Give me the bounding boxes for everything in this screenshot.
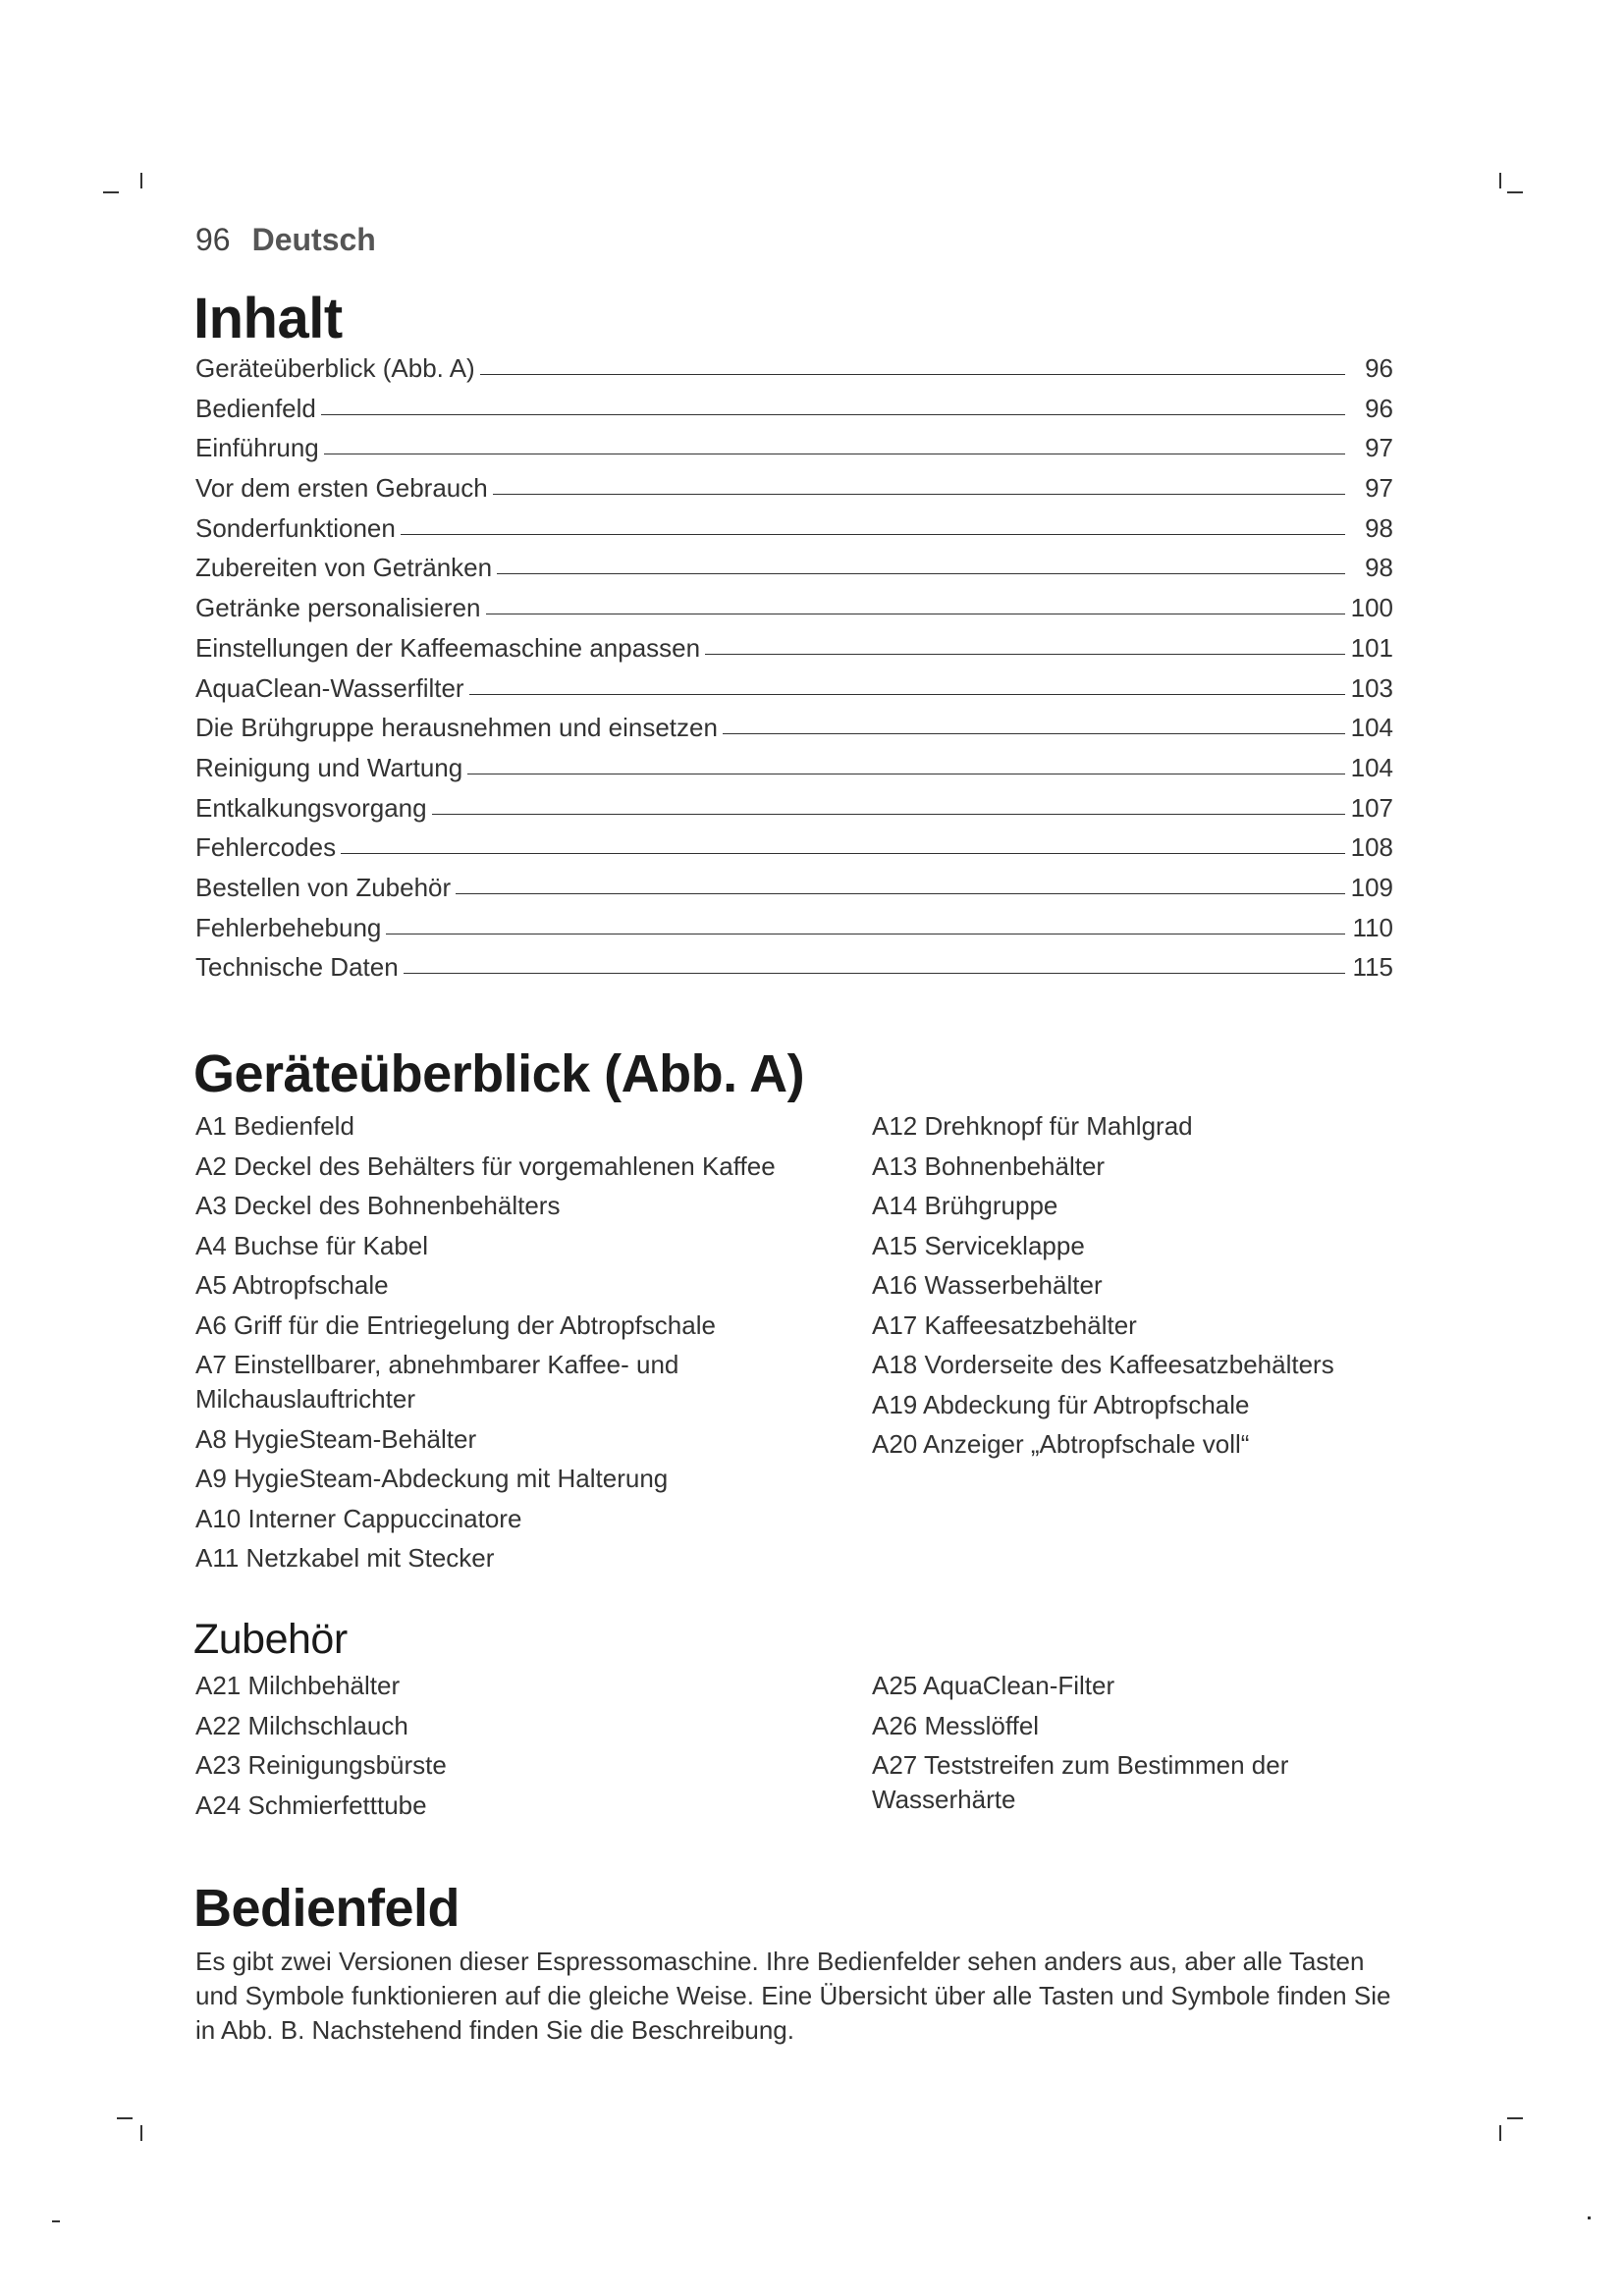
crop-mark xyxy=(117,2117,133,2119)
crop-mark xyxy=(103,191,119,193)
list-item: A19 Abdeckung für Abtropfschale xyxy=(872,1389,1250,1419)
toc-entry-title: Bedienfeld xyxy=(195,393,316,423)
list-item: A18 Vorderseite des Kaffeesatzbehälters xyxy=(872,1350,1334,1379)
toc-entry xyxy=(195,394,1393,434)
toc-entry-title: Fehlerbehebung xyxy=(195,912,382,942)
toc-entry-title: Technische Daten xyxy=(195,952,399,983)
list-item: A14 Brühgruppe xyxy=(872,1191,1058,1220)
toc-entry xyxy=(195,433,1393,473)
toc-entry-page: 98 xyxy=(1365,512,1393,543)
list-item: A2 Deckel des Behälters für vorgemahlenen Kaffee xyxy=(195,1150,776,1181)
toc-leader-line xyxy=(404,973,1345,974)
toc-entry-title: Getränke personalisieren xyxy=(195,593,481,623)
toc-entry xyxy=(195,513,1393,554)
list-item: A17 Kaffeesatzbehälter xyxy=(872,1309,1137,1340)
list-item: A22 Milchschlauch xyxy=(195,1710,408,1740)
toc-entry-page: 107 xyxy=(1350,792,1393,823)
toc-leader-line xyxy=(705,654,1345,655)
list-item: A24 Schmierfetttube xyxy=(195,1789,427,1820)
list-item: A15 Serviceklappe xyxy=(872,1230,1085,1260)
toc-entry-page: 96 xyxy=(1365,353,1393,383)
toc-entry xyxy=(195,473,1393,513)
accessories-title: Zubehör xyxy=(193,1616,348,1663)
toc-entry-page: 100 xyxy=(1350,593,1393,623)
list-item: A7 Einstellbarer, abnehmbarer Kaffee- und Milchauslauftrichter xyxy=(195,1350,679,1414)
toc-entry-title: Reinigung und Wartung xyxy=(195,752,463,782)
toc-entry-title: Geräteüberblick (Abb. A) xyxy=(195,353,475,383)
toc-entry xyxy=(195,952,1393,992)
toc-entry-page: 98 xyxy=(1365,553,1393,583)
list-item: A26 Messlöffel xyxy=(872,1710,1040,1740)
toc-leader-line xyxy=(493,494,1345,495)
list-item: A4 Buchse für Kabel xyxy=(195,1230,429,1260)
list-item: A11 Netzkabel mit Stecker xyxy=(195,1543,495,1573)
list-item: A25 AquaClean-Filter xyxy=(872,1671,1115,1700)
toc-entry-page: 103 xyxy=(1350,672,1393,703)
list-item: A12 Drehknopf für Mahlgrad xyxy=(872,1111,1193,1141)
toc-entry-title: Einstellungen der Kaffeemaschine anpassen xyxy=(195,632,701,663)
crop-mark xyxy=(140,2125,142,2141)
list-item: A6 Griff für die Entriegelung der Abtropfschale xyxy=(195,1309,716,1340)
toc-leader-line xyxy=(401,534,1345,535)
toc-leader-line xyxy=(723,733,1345,734)
running-header xyxy=(195,222,376,258)
overview-list-right xyxy=(872,1109,1422,1468)
accessories-list-right xyxy=(872,1669,1324,1823)
overview-list-left xyxy=(195,1109,824,1581)
toc-entry-page: 97 xyxy=(1365,433,1393,463)
crop-mark xyxy=(1507,2117,1523,2119)
page-number: 96 xyxy=(195,222,231,257)
toc-entry xyxy=(195,593,1393,633)
crop-mark xyxy=(1499,173,1501,188)
toc-entry-page: 115 xyxy=(1352,952,1393,983)
list-item: A3 Deckel des Bohnenbehälters xyxy=(195,1191,561,1220)
toc-entry-page: 101 xyxy=(1350,632,1393,663)
toc-entry xyxy=(195,673,1393,714)
toc-entry xyxy=(195,913,1393,953)
toc-entry-page: 109 xyxy=(1350,872,1393,902)
list-item: A10 Interner Cappuccinatore xyxy=(195,1503,522,1533)
toc-leader-line xyxy=(480,374,1345,375)
list-item: A1 Bedienfeld xyxy=(195,1111,354,1141)
toc-entry-title: Zubereiten von Getränken xyxy=(195,553,493,583)
toc-entry-title: Sonderfunktionen xyxy=(195,512,396,543)
toc-entry xyxy=(195,793,1393,833)
toc-entry-title: Bestellen von Zubehör xyxy=(195,872,452,902)
toc-entry-page: 108 xyxy=(1350,832,1393,863)
toc-entry xyxy=(195,832,1393,873)
toc-entry-title: Fehlercodes xyxy=(195,832,337,863)
overview-title: Geräteüberblick (Abb. A) xyxy=(193,1044,805,1103)
list-item: A5 Abtropfschale xyxy=(195,1270,389,1300)
toc-entry-page: 97 xyxy=(1365,473,1393,504)
language-label: Deutsch xyxy=(251,222,376,257)
toc-entry-page: 104 xyxy=(1350,713,1393,743)
toc-leader-line xyxy=(456,893,1345,894)
list-item: A27 Teststreifen zum Bestimmen der Wasserhärte xyxy=(872,1750,1289,1814)
list-item: A21 Milchbehälter xyxy=(195,1671,401,1700)
toc-entry xyxy=(195,753,1393,793)
table-of-contents xyxy=(195,353,1393,992)
accessories-list-left xyxy=(195,1669,824,1828)
list-item: A8 HygieSteam-Behälter xyxy=(195,1423,477,1454)
toc-leader-line xyxy=(341,853,1345,854)
toc-entry-page: 104 xyxy=(1350,752,1393,782)
list-item: A23 Reinigungsbürste xyxy=(195,1750,447,1780)
toc-entry-title: Entkalkungsvorgang xyxy=(195,792,427,823)
crop-mark xyxy=(140,173,142,188)
toc-entry-page: 110 xyxy=(1352,912,1393,942)
toc-entry xyxy=(195,353,1393,394)
crop-mark xyxy=(52,2220,60,2222)
toc-entry-title: Einführung xyxy=(195,433,319,463)
toc-entry-page: 96 xyxy=(1365,393,1393,423)
toc-entry xyxy=(195,873,1393,913)
toc-entry xyxy=(195,553,1393,593)
list-item: A16 Wasserbehälter xyxy=(872,1270,1103,1300)
toc-entry xyxy=(195,713,1393,753)
list-item: A20 Anzeiger „Abtropfschale voll“ xyxy=(872,1429,1250,1459)
control-panel-paragraph: Es gibt zwei Versionen dieser Espressomaschine. Ihre Bedienfelder sehen anders aus, aber alle Tasten und Symbole funktionieren auf die gleiche Weise. Eine Übersicht über alle Tasten und Symbole finden Sie in Abb. B. Nachstehend finden Sie die Beschreibung. xyxy=(195,1947,1391,2045)
toc-entry-title: Vor dem ersten Gebrauch xyxy=(195,473,488,504)
toc-leader-line xyxy=(469,694,1345,695)
toc-leader-line xyxy=(497,573,1345,574)
toc-entry-title: Die Brühgruppe herausnehmen und einsetzen xyxy=(195,713,718,743)
list-item: A13 Bohnenbehälter xyxy=(872,1150,1106,1181)
toc-title: Inhalt xyxy=(193,287,343,350)
crop-mark xyxy=(1507,191,1523,193)
toc-entry-title: AquaClean-Wasserfilter xyxy=(195,672,464,703)
toc-entry xyxy=(195,633,1393,673)
toc-leader-line xyxy=(432,814,1345,815)
toc-leader-line xyxy=(321,414,1345,415)
control-panel-title: Bedienfeld xyxy=(193,1879,460,1938)
list-item: A9 HygieSteam-Abdeckung mit Halterung xyxy=(195,1464,669,1493)
crop-mark xyxy=(1588,2216,1591,2219)
crop-mark xyxy=(1499,2125,1501,2141)
